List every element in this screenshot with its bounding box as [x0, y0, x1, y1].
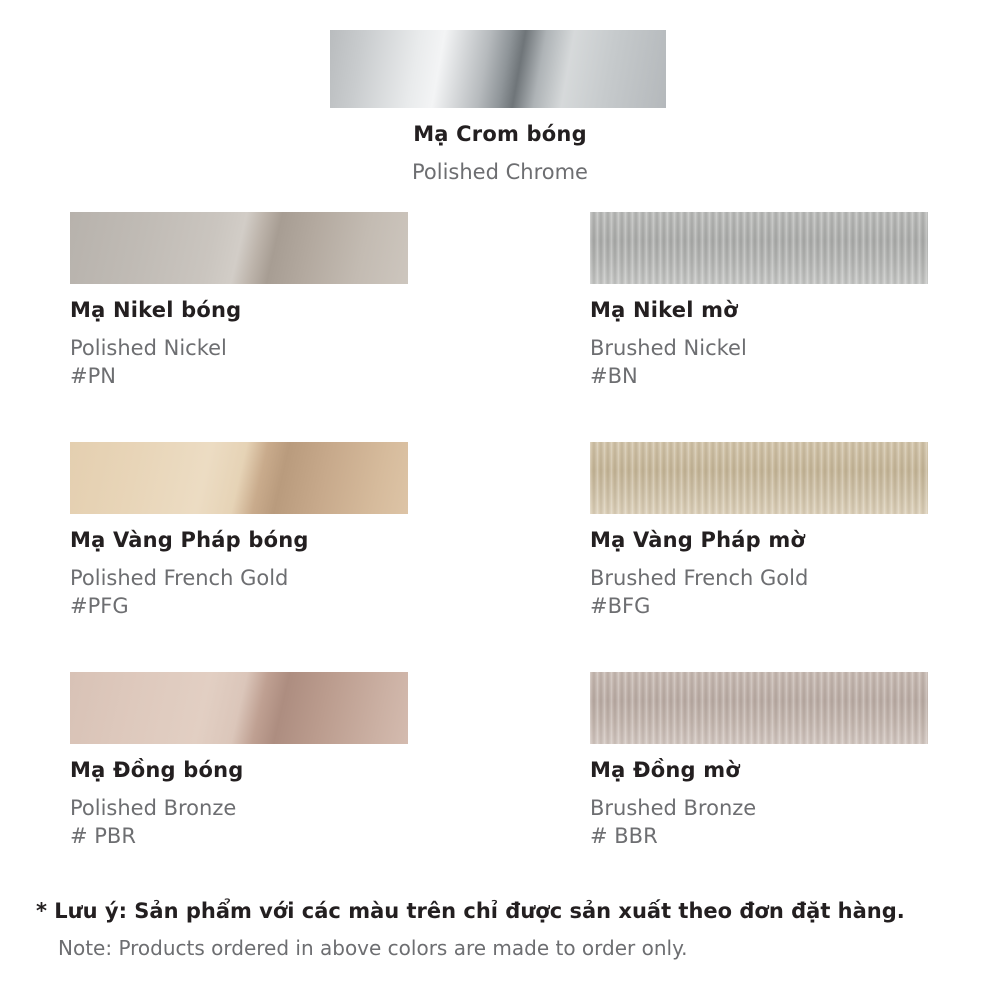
- finish-name-vi: Mạ Vàng Pháp mờ: [590, 528, 806, 552]
- finish-name-en: Polished Bronze: [70, 796, 237, 821]
- finish-name-en: Brushed French Gold: [590, 566, 809, 591]
- footnote-en: Note: Products ordered in above colors are made to order only.: [58, 936, 688, 961]
- finish-code: # PBR: [70, 824, 136, 849]
- swatch-polished-chrome: [330, 30, 666, 108]
- finish-item-brushed-bronze: [590, 672, 990, 850]
- finish-name-en: Polished Nickel: [70, 336, 227, 361]
- finish-item-brushed-french-gold: [590, 442, 990, 620]
- finish-row: [0, 442, 1000, 672]
- featured-name-en: Polished Chrome: [412, 160, 588, 185]
- finish-code: #PFG: [70, 594, 129, 619]
- swatch-polished-nickel: [70, 212, 408, 284]
- swatch-brushed-bronze: [590, 672, 928, 744]
- featured-finish-block: [330, 30, 670, 185]
- finish-item-polished-bronze: [70, 672, 470, 850]
- finish-item-brushed-nickel: [590, 212, 990, 390]
- finish-code: #BN: [590, 364, 638, 389]
- swatch-brushed-nickel: [590, 212, 928, 284]
- finish-name-vi: Mạ Đồng mờ: [590, 758, 741, 782]
- finish-name-en: Brushed Bronze: [590, 796, 757, 821]
- finish-name-en: Brushed Nickel: [590, 336, 747, 361]
- finish-row: [0, 212, 1000, 442]
- swatch-polished-french-gold: [70, 442, 408, 514]
- swatch-brushed-french-gold: [590, 442, 928, 514]
- finish-code: #PN: [70, 364, 116, 389]
- footnote-vi: * Lưu ý: Sản phẩm với các màu trên chỉ được sản xuất theo đơn đặt hàng.: [36, 899, 905, 923]
- finish-code: #BFG: [590, 594, 651, 619]
- finish-row: [0, 672, 1000, 902]
- finish-item-polished-french-gold: [70, 442, 470, 620]
- swatch-polished-bronze: [70, 672, 408, 744]
- featured-name-vi: Mạ Crom bóng: [413, 122, 587, 146]
- finish-name-vi: Mạ Nikel mờ: [590, 298, 738, 322]
- finish-name-vi: Mạ Nikel bóng: [70, 298, 242, 322]
- finish-code: # BBR: [590, 824, 658, 849]
- footnote: [36, 898, 976, 961]
- finish-name-en: Polished French Gold: [70, 566, 289, 591]
- finish-name-vi: Mạ Đồng bóng: [70, 758, 244, 782]
- finish-name-vi: Mạ Vàng Pháp bóng: [70, 528, 309, 552]
- finish-grid: [0, 212, 1000, 902]
- finish-item-polished-nickel: [70, 212, 470, 390]
